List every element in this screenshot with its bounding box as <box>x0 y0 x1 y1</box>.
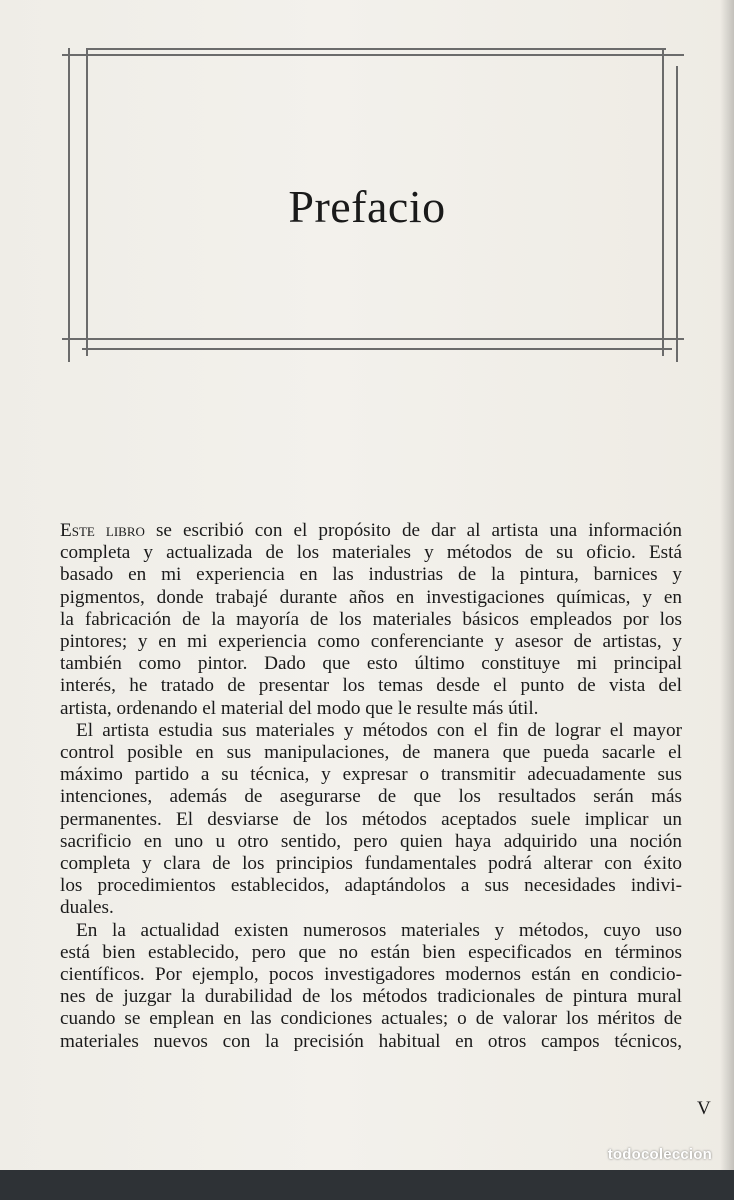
text-line: interés, he tratado de presentar los temas desde el punto de vista del <box>60 675 682 697</box>
text-line: permanentes. El desviarse de los métodos aceptados suele implicar un <box>60 808 682 830</box>
text-line: duales. <box>60 897 114 919</box>
text-line: materiales nuevos con la precisión habitual en otros campos técnicos, <box>60 1030 682 1052</box>
text-line: la fabricación de la mayoría de los materiales básicos empleados por los <box>60 608 682 630</box>
background-edge <box>0 1170 734 1200</box>
text-line: intenciones, además de asegurarse de que los resultados serán más <box>60 786 682 808</box>
text-line: también como pintor. Dado que esto último constituye mi principal <box>60 653 682 675</box>
page-edge-shadow <box>720 0 734 1170</box>
text-line: nes de juzgar la durabilidad de los métodos tradicionales de pintura mural <box>60 986 682 1008</box>
paragraph-3 <box>60 920 682 1053</box>
paragraph-1: Este libro se escribió con el propósito de dar al artista una información completa y actualizada de los materiales y métodos de su oficio. Está basado en mi experiencia en las industrias de la pintura, barnices y pigmentos, donde trabajé durante años en investigaciones químicas, y en la fabricación de la mayoría de los materiales básicos empleados por los pintores; y en mi experiencia como conferenciante y asesor de artistas, y también como pintor. Dado que esto último constituye mi principal interés, he tratado de presentar los temas desde el punto de vista del artista, ordenando el material del modo que le resulte más útil. <box>60 520 682 719</box>
body-text <box>60 520 682 1053</box>
text-line: pintores; y en mi experiencia como conferenciante y asesor de artistas, y <box>60 631 682 653</box>
paragraph-2 <box>60 720 682 920</box>
page-title: Prefacio <box>288 181 446 232</box>
text-line: artista, ordenando el material del modo que le resulte más útil. <box>60 697 539 719</box>
text-line: El artista estudia sus materiales y métodos con el fin de lograr el mayor <box>76 719 682 741</box>
text-line: control posible en sus manipulaciones, de manera que pueda sacarle el <box>60 742 682 764</box>
text-line: completa y clara de los principios fundamentales podrá alterar con éxito <box>60 853 682 875</box>
text-line: está bien establecido, pero que no están bien especificados en términos <box>60 941 682 963</box>
text-line: basado en mi experiencia en las industrias de la pintura, barnices y <box>60 564 682 586</box>
text-line: pigmentos, donde trabajé durante años en investigaciones químicas, y en <box>60 586 682 608</box>
text-line: completa y actualizada de los materiales y métodos de su oficio. Está <box>60 542 682 564</box>
text-line: los procedimientos establecidos, adaptándolos a sus necesidades indivi- <box>60 875 682 897</box>
watermark-logo: todocoleccion <box>607 1146 712 1163</box>
text-line: máximo partido a su técnica, y expresar o transmitir adecuadamente sus <box>60 764 682 786</box>
text-line: cuando se emplean en las condiciones actuales; o de valorar los méritos de <box>60 1008 682 1030</box>
lead-in-text: Este libro <box>60 520 145 541</box>
text-line: científicos. Por ejemplo, pocos investigadores modernos están en condicio- <box>60 964 682 986</box>
text-line: En la actualidad existen numerosos materiales y métodos, cuyo uso <box>76 919 682 941</box>
text-line: sacrificio en uno u otro sentido, pero quien haya adquirido una noción <box>60 830 682 852</box>
page-number: V <box>697 1098 711 1119</box>
